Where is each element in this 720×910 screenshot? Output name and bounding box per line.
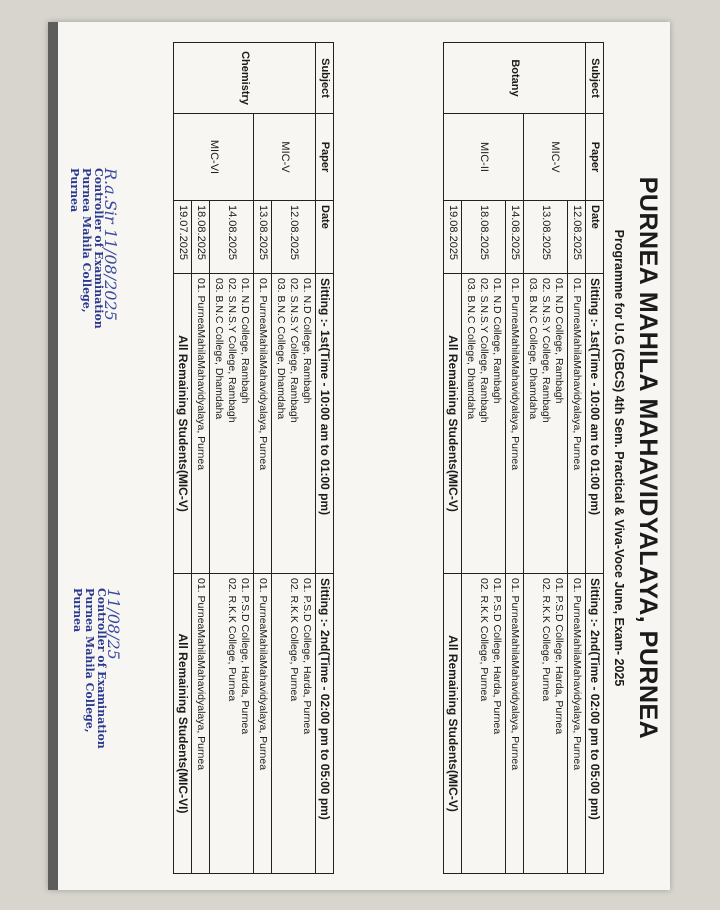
sitting-cell [462,574,506,874]
college-line: 01. P.S.D College, Harda, Purnea [301,578,313,735]
college-line: 02. R.K.K College, Purnea [288,578,300,702]
college-line: 01. P.S.D College, Harda, Purnea [239,578,251,735]
page-title: PURNEA MAHILA MAHAVIDYALAYA, PURNEA [634,176,662,740]
date-cell: 18.08.2025 [192,201,210,274]
sitting-cell [506,274,524,574]
sitting-cell [506,574,524,874]
college-line: 01. N.D College, Rambagh [301,278,313,404]
column-header: Sitting :- 1st(Time - 10:00 am to 01:00 pm) [586,274,604,574]
subject-cell: Chemistry [174,43,316,114]
college-line: 01. PurneaMahilaMahavidyalaya, Purnea [257,278,269,471]
college-line: All Remaining Students(MIC-VI) [176,633,190,814]
college-line: 01. PurneaMahilaMahavidyalaya, Purnea [509,578,521,771]
signature-block-left [68,168,120,329]
signature-line: Purnea [68,168,81,213]
document-sheet [48,22,670,890]
college-line: 02. R.K.K College, Purnea [478,578,490,702]
date-cell: 13.08.2025 [524,201,568,274]
paper-cell: MIC-VI [174,114,254,201]
column-header: Sitting :- 1st(Time - 10:00 am to 01:00 pm) [316,274,334,574]
column-header: Paper [316,114,334,201]
college-line: 02. S.N.S.Y College, Rambagh [288,278,300,423]
column-header: Subject [586,43,604,114]
header-row [316,43,334,874]
signature-line: Purnea [71,588,84,633]
college-line: 03. B.N.C College, Dhamdaha [465,278,477,420]
botany-schedule-table [443,42,604,874]
college-line: 01. P.S.D College, Harda, Purnea [553,578,565,735]
column-header: Sitting :- 2nd(Time - 02:00 pm to 05:00 pm) [586,574,604,874]
college-line: 01. PurneaMahilaMahavidyalaya, Purnea [195,578,207,771]
rotated-page [64,28,664,888]
sitting-cell [462,274,506,574]
date-cell: 12.08.2025 [568,201,586,274]
college-line: 02. R.K.K College, Purnea [226,578,238,702]
college-line: 01. PurneaMahilaMahavidyalaya, Purnea [509,278,521,471]
signature-scrawl: 11/08/25 [104,588,123,660]
college-line: 03. B.N.C College, Dhamdaha [275,278,287,420]
sitting-cell [568,574,586,874]
header-row [586,43,604,874]
table-row [568,43,586,874]
signature-scrawl: R.a.Sir 11/08/2025 [101,168,120,321]
column-header: Paper [586,114,604,201]
sitting-cell [524,274,568,574]
college-line: 01. PurneaMahilaMahavidyalaya, Purnea [571,578,583,771]
paper-cell: MIC-V [254,114,316,201]
college-line: 02. R.K.K College, Purnea [540,578,552,702]
column-header: Date [586,201,604,274]
subject-cell: Botany [444,43,586,114]
sitting-cell [568,274,586,574]
college-line: 02. S.N.S.Y College, Rambagh [478,278,490,423]
signature-line: Purnea Mahila College, [80,168,93,313]
table-row [272,43,316,874]
college-line: All Remaining Students(MIC-V) [176,335,190,512]
date-cell: 19.08.2025 [444,201,462,274]
sitting-cell [272,574,316,874]
date-cell: 14.08.2025 [210,201,254,274]
sitting-cell [210,574,254,874]
signature-line: Purnea Mahila College, [83,588,96,733]
sitting-cell [174,574,192,874]
college-line: 02. S.N.S.Y College, Rambagh [540,278,552,423]
sitting-cell [192,274,210,574]
date-cell: 18.08.2025 [462,201,506,274]
date-cell: 19.07.2025 [174,201,192,274]
college-line: 01. PurneaMahilaMahavidyalaya, Purnea [195,278,207,471]
college-line: 02. S.N.S.Y College, Rambagh [226,278,238,423]
sitting-cell [444,274,462,574]
college-line: 01. N.D College, Rambagh [239,278,251,404]
college-line: 01. N.D College, Rambagh [491,278,503,404]
paper-cell: MIC-V [524,114,586,201]
sitting-cell [254,574,272,874]
college-line: 01. PurneaMahilaMahavidyalaya, Purnea [257,578,269,771]
page-subtitle: Programme for U.G (CBCS) 4th Sem. Practical & Viva-Voce June, Exam- 2025 [612,229,626,687]
chemistry-schedule-table [173,42,334,874]
date-cell: 13.08.2025 [254,201,272,274]
college-line: 03. B.N.C College, Dhamdaha [213,278,225,420]
sitting-cell [192,574,210,874]
sitting-cell [272,274,316,574]
scan-edge [48,22,58,890]
college-line: 03. B.N.C College, Dhamdaha [527,278,539,420]
sitting-cell [174,274,192,574]
date-cell: 12.08.2025 [272,201,316,274]
signature-line: Controller of Examination [92,168,105,329]
signature-block-right [71,588,123,749]
college-line: All Remaining Students(MIC-V) [446,635,460,812]
signature-line: Controller of Examination [95,588,108,749]
sitting-cell [254,274,272,574]
sitting-cell [444,574,462,874]
column-header: Date [316,201,334,274]
college-line: 01. PurneaMahilaMahavidyalaya, Purnea [571,278,583,471]
college-line: 01. N.D College, Rambagh [553,278,565,404]
sitting-cell [210,274,254,574]
college-line: 01. P.S.D College, Harda, Purnea [491,578,503,735]
table-row [506,43,524,874]
table-row [210,43,254,874]
paper-cell: MIC-II [444,114,524,201]
college-line: All Remaining Students(MIC-V) [446,335,460,512]
column-header: Sitting :- 2nd(Time - 02:00 pm to 05:00 pm) [316,574,334,874]
column-header: Subject [316,43,334,114]
sitting-cell [524,574,568,874]
date-cell: 14.08.2025 [506,201,524,274]
